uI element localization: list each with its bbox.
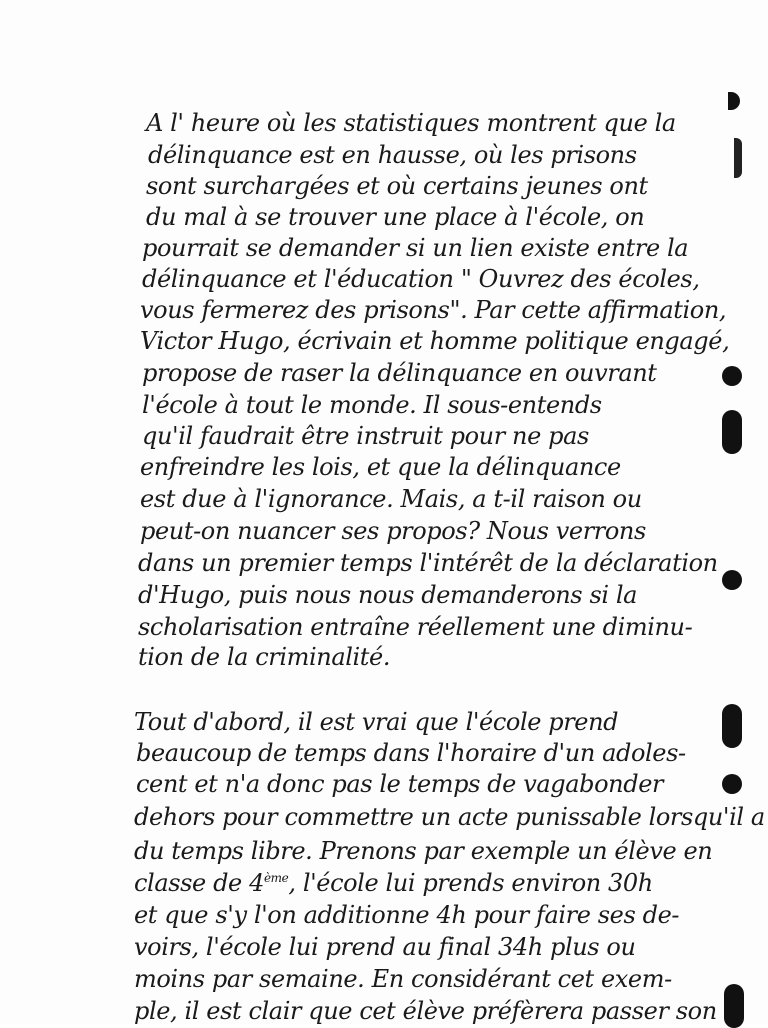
text-line: beaucoup de temps dans l'horaire d'un adoles- — [136, 739, 686, 767]
text-line: moins par semaine. En considérant cet exem- — [134, 965, 672, 993]
binder-hole — [724, 984, 744, 1028]
text-line: cent et n'a donc pas le temps de vagabonder — [136, 770, 664, 798]
binder-hole — [734, 138, 742, 178]
text-line: du mal à se trouver une place à l'école, on — [146, 203, 645, 231]
text-line: peut-on nuancer ses propos? Nous verrons — [140, 517, 646, 545]
text-line: dehors pour commettre un acte punissable lorsqu'il a — [134, 803, 765, 831]
text-line: Victor Hugo, écrivain et homme politique engagé, — [140, 327, 730, 355]
text-line: A l' heure où les statistiques montrent que la — [146, 109, 676, 137]
binder-hole — [722, 704, 742, 748]
text-fragment: classe de 4 — [134, 869, 264, 897]
text-line: délinquance et l'éducation " Ouvrez des écoles, — [142, 265, 700, 293]
text-line: qu'il faudrait être instruit pour ne pas — [142, 422, 589, 450]
text-line: tion de la criminalité. — [138, 643, 391, 671]
text-line: Tout d'abord, il est vrai que l'école prend — [134, 708, 619, 736]
text-line — [134, 868, 653, 898]
text-line: l'école à tout le monde. Il sous-entends — [142, 391, 602, 419]
binder-hole — [722, 774, 742, 794]
text-line: ple, il est clair que cet élève préfèrera passer son — [134, 997, 717, 1025]
text-line: vous fermerez des prisons". Par cette affirmation, — [140, 296, 727, 324]
text-line: d'Hugo, puis nous nous demanderons si la — [138, 581, 638, 609]
text-line: enfreindre les lois, et que la délinquance — [140, 453, 621, 481]
text-line: voirs, l'école lui prend au final 34h plus ou — [134, 933, 636, 961]
text-fragment: , l'école lui prends environ 30h — [288, 869, 653, 897]
text-line: pourrait se demander si un lien existe entre la — [142, 234, 689, 262]
text-line: du temps libre. Prenons par exemple un élève en — [134, 837, 713, 865]
superscript: ème — [263, 871, 289, 885]
text-line: dans un premier temps l'intérêt de la déclaration — [138, 549, 718, 577]
text-line: scholarisation entraîne réellement une diminu- — [138, 613, 693, 641]
text-line: délinquance est en hausse, où les prisons — [148, 141, 637, 169]
text-line: et que s'y l'on additionne 4h pour faire ses de- — [134, 901, 680, 929]
binder-hole — [722, 410, 742, 454]
text-line: propose de raser la délinquance en ouvrant — [142, 359, 657, 387]
binder-hole — [722, 570, 742, 590]
binder-hole — [728, 92, 740, 110]
text-line: sont surchargées et où certains jeunes ont — [146, 172, 648, 200]
binder-hole — [722, 366, 742, 386]
text-line: est due à l'ignorance. Mais, a t-il raison ou — [140, 485, 642, 513]
